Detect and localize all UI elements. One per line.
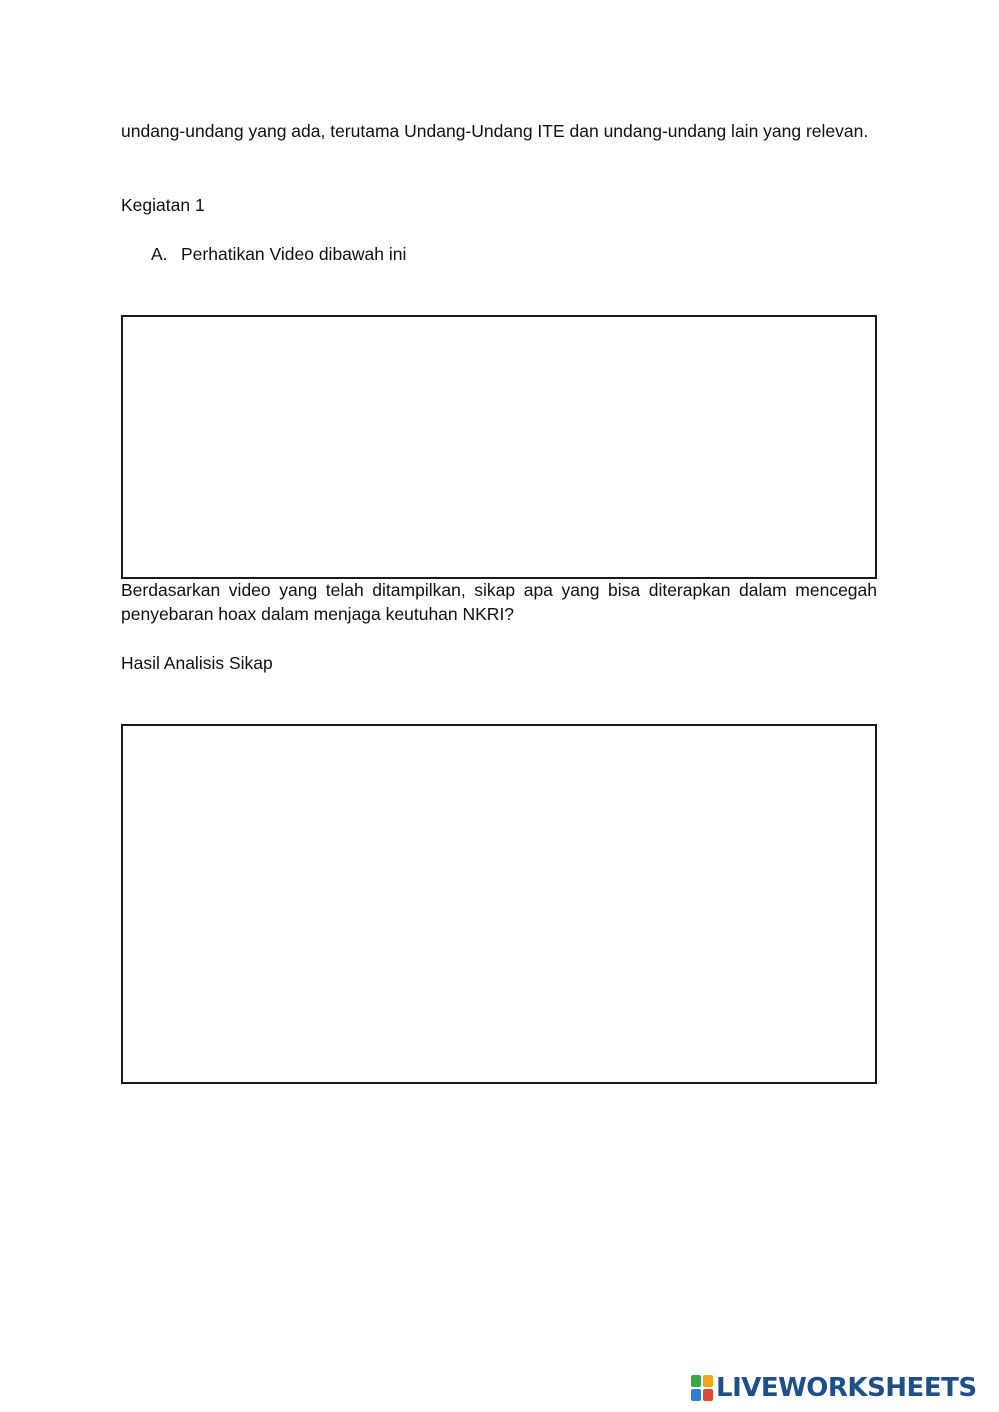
question-paragraph: Berdasarkan video yang telah ditampilkan, sikap apa yang bisa diterapkan dalam mencegah penyebaran hoax dalam menjaga keutuhan NKRI?: [121, 580, 877, 624]
logo-tile-orange: [703, 1375, 713, 1387]
intro-paragraph: undang-undang yang ada, terutama Undang-Undang ITE dan undang-undang lain yang relevan.: [121, 121, 869, 141]
list-item-text: Perhatikan Video dibawah ini: [181, 244, 407, 264]
list-marker: A.: [151, 244, 168, 264]
liveworksheets-logo-icon: [691, 1375, 713, 1401]
video-embed-box[interactable]: [121, 315, 877, 579]
answer-input-box[interactable]: [121, 724, 877, 1084]
liveworksheets-logo: [691, 1372, 977, 1404]
activity-heading: Kegiatan 1: [121, 195, 205, 215]
logo-tile-red: [703, 1389, 713, 1401]
brand-wordmark: LIVEWORKSHEETS: [716, 1373, 977, 1403]
list-item-a: [151, 242, 406, 266]
logo-tile-blue: [691, 1389, 701, 1401]
logo-tile-green: [691, 1375, 701, 1387]
analysis-heading: Hasil Analisis Sikap: [121, 653, 273, 673]
